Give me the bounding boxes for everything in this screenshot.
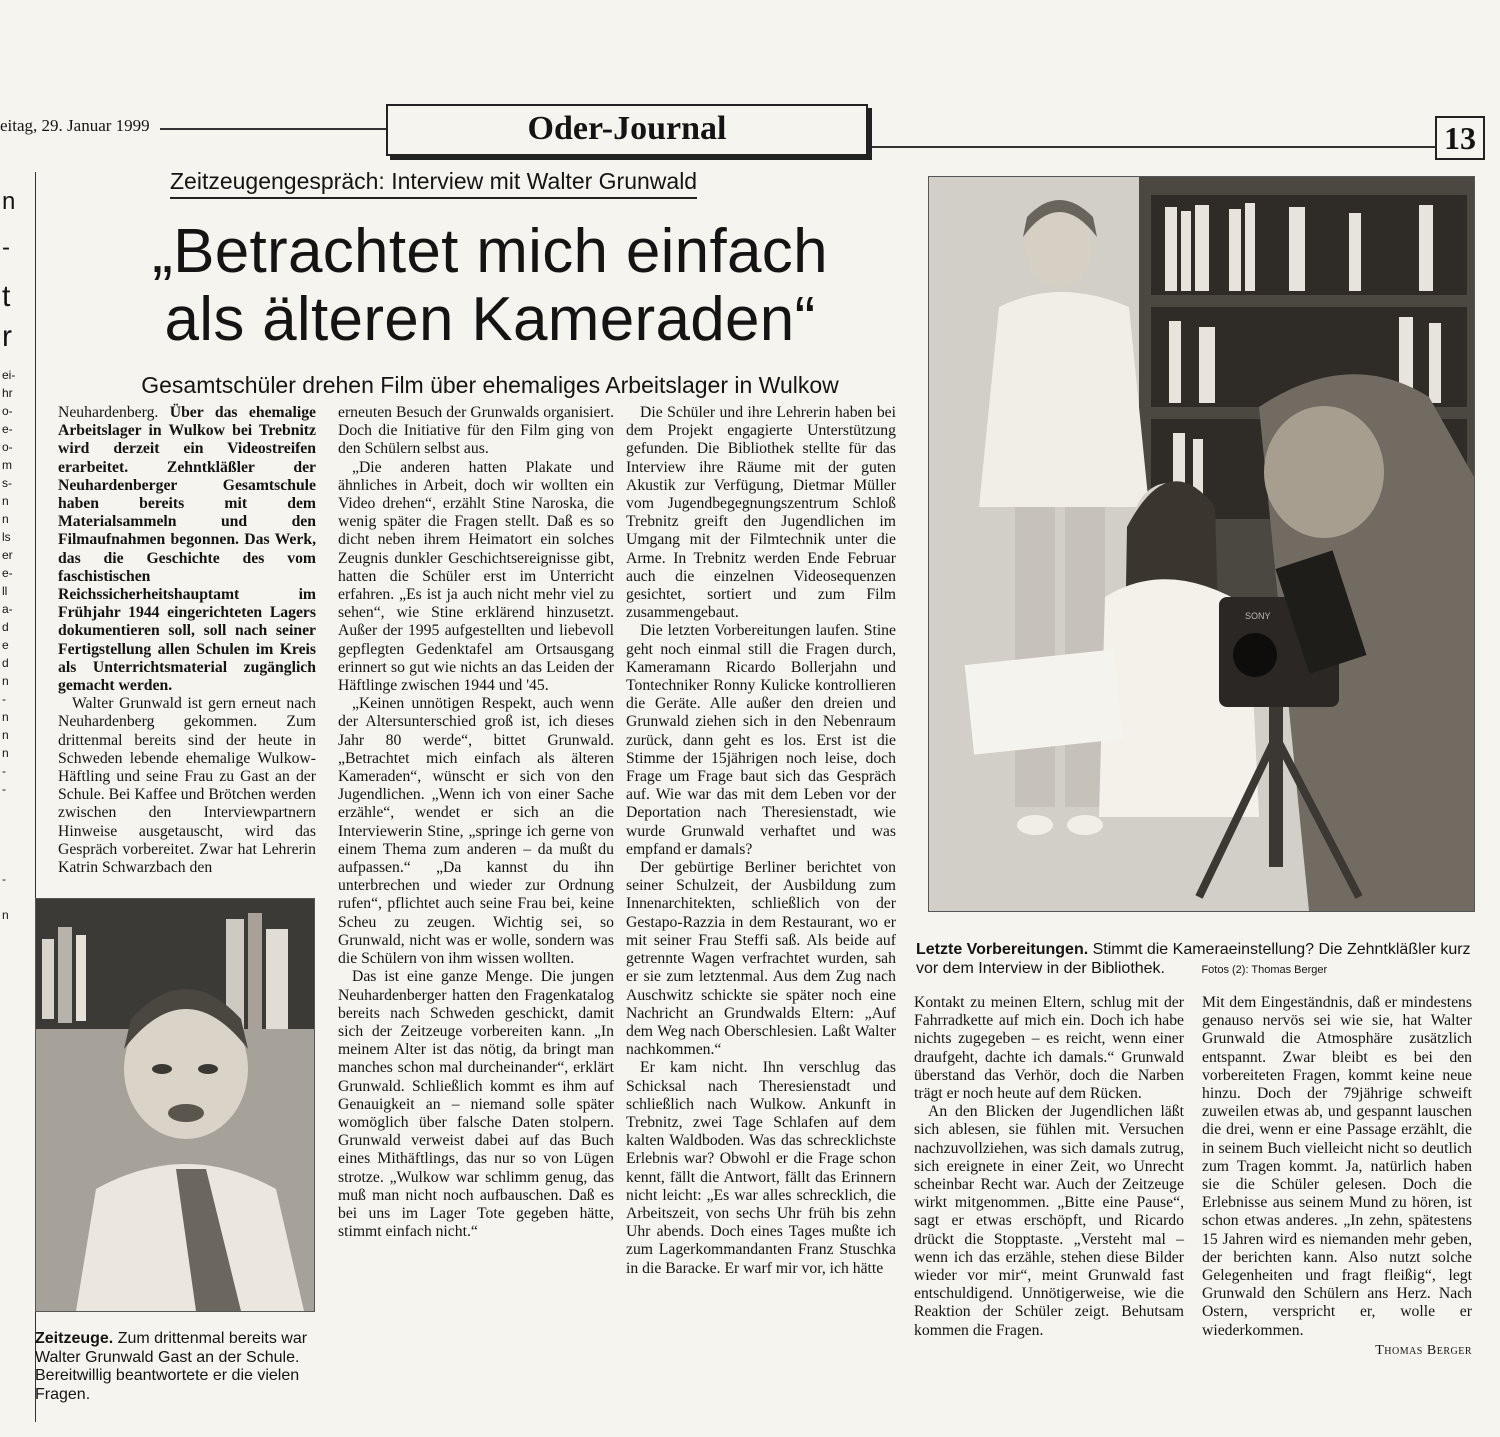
fragment: a- [2,602,13,616]
fragment: e [2,638,9,652]
photo-credit: Fotos (2): Thomas Berger [1201,963,1328,976]
fragment: t [2,280,11,313]
main-photo [928,176,1475,912]
fragment: n [2,908,9,922]
dateline: Neuhardenberg. [58,404,159,421]
portrait-illustration [36,899,314,1311]
page-number: 13 [1435,116,1485,160]
fragment: - [2,872,6,886]
library-scene-illustration [929,177,1474,911]
lead-paragraph [58,404,316,695]
fragment: n [2,746,9,760]
fragment: ll [2,584,8,598]
fragment: e- [2,566,13,580]
article-column-5 [1202,994,1472,1360]
body-paragraph: Das ist eine ganze Menge. Die jungen Neuhardenberger hatten den Fragenkatalog bereits nach Schweden geschickt, damit sich der Zeitzeuge vorbereiten kann. „In meinem Alter ist das nötig, da bringt man manches schon mal durcheinander“, erklärt Grunwald. Schließlich kommt es ihm auf Genauigkeit an – niemand solle später womöglich über falsche Daten stolpern. Grunwald verweist dabei auf das Buch eines Mithäftlings, das nur so von Lügen strotze. „Wulkow war schlimm genug, das muß man nicht noch aufbauschen. Daß es bei uns im Lager Tote gegeben hätte, stimmt einfach nicht.“ [338,968,614,1241]
body-paragraph: Mit dem Eingeständnis, daß er mindestens genauso nervös sei wie sie, hat Walter Grunwald die Atmosphäre zusätzlich entspannt. Zwar bleibt es bei den vorbereiteten Fragen, kommt keine neue hinzu. Doch der 79jährige schweift zuweilen etwas ab, und gespannt lauschen die drei, wenn er eine Passage erzählt, die in seinem Buch vielleicht nicht so deutlich zum Tragen kommt. Ja, natürlich haben sie die Schüler gelesen. Doch die Erlebnisse aus seinem Mund zu hören, ist schon etwas anderes. „In zehn, spätestens 15 Jahren wird es niemanden mehr geben, der berichten kann. Also nutzt solche Gelegenheiten und fragt fleißig“, legt Grunwald den Schülern ans Herz. Nach Ostern, verspricht er, wolle er wiederkommen. [1202,994,1472,1339]
issue-date: eitag, 29. Januar 1999 [0,116,150,135]
body-paragraph: Er kam nicht. Ihn verschlug das Schicksal nach Theresienstadt und schließlich nach Wulkow. Ankunft in Trebnitz, zwei Tage Schlafen auf dem kalten Waldboden. Was das schrecklichste Erlebnis war? Obwohl er die Frage schon kennt, fällt die Antwort, fällt das Erinnern nicht leicht: „Es war alles schrecklich, die Arbeitszeit, von sechs Uhr früh bis zehn Uhr abends. Doch eines Tages mußte ich zum Lagerkommandanten Franz Stuschka in die Baracke. Er warf mir vor, ich hätte [626,1059,896,1277]
headline-line-1: „Betrachtet mich einfach [152,217,828,286]
fragment: - [2,234,10,261]
body-paragraph: Die letzten Vorbereitungen laufen. Stine geht noch einmal still die Fragen durch, Kameramann Ricardo Bollerjahn und Tontechniker Ronny Kulicke kontrollieren die Geräte. Alle außer den dreien und Grunwald ziehen sich in den Nebenraum zurück, dann geht es los. Erst ist die Stimme der 15jährigen noch leise, doch Frage um Frage baut sich das Gespräch auf. Wie war das mit dem Leben vor der Deportation nach Theresienstadt, wie wurde Grunwald verhaftet und was empfand er damals? [626,622,896,858]
header-rule-right [868,146,1435,148]
fragment: n [2,674,9,688]
body-paragraph: Der gebürtige Berliner berichtet von seiner Schulzeit, der Ausbildung zum Innenarchitekten, schließlich von der Gestapo-Razzia in dem Restaurant, wo er mit seiner Frau Steffi saß. Als beide auf getrennte Wagen verfrachtet wurden, sah er sie zum letztenmal. Aus dem Zug nach Auschwitz schickte sie später noch eine Nachricht an Grundwalds Eltern: „Auf dem Weg nach Oberschlesien. Laßt Walter nachkommen.“ [626,859,896,1059]
fragment: ei- [2,368,16,382]
article-subheadline: Gesamtschüler drehen Film über ehemaliges Arbeitslager in Wulkow [141,372,839,398]
previous-article-strip [0,172,36,1422]
body-paragraph: Die Schüler und ihre Lehrerin haben bei dem Projekt engagierte Unterstützung gefunden. Die Bibliothek stellte für das Interview ihre Räume mit der guten Akustik zur Verfügung, Dietmar Müller vom Jugendbegegnungszentrum Schloß Trebnitz greift den Jugendlichen im Umgang mit der Filmtechnik unter die Arme. In Trebnitz werden Ende Februar auch die einzelnen Videosequenzen gesichtet, sortiert und zum Film zusammengebaut. [626,404,896,622]
article-column-4 [914,994,1184,1340]
fragment: n [2,494,9,508]
body-paragraph: Kontakt zu meinen Eltern, schlug mit der Fahrradkette auf mich ein. Doch ich habe nichts zugegeben – es reicht, wenn einer draufgeht, dachte ich damals.“ Grunwald überstand das Verhör, doch die Narben trägt er noch heute auf dem Rücken. [914,994,1184,1103]
fragment: r [2,320,12,353]
article-column-1 [58,404,316,877]
article-author: Thomas Berger [1375,1342,1472,1358]
fragment: s- [2,476,12,490]
portrait-caption [35,1330,313,1404]
fragment: - [2,692,6,706]
body-paragraph: „Keinen unnötigen Respekt, auch wenn der Altersunterschied groß ist, ich dieses Jahr 80 werde“, bittet Grunwald. „Betrachtet mich einfach als älteren Kameraden“, wünscht er sich von den Jugendlichen. „Wenn ich von einer Sache erzähle“, wendet er sich an die Interviewerin Stine, „springe ich gerne von einem Thema zum anderen – da mußt du aufpassen.“ „Da kannst du ihn unterbrechen und wieder zur Ordnung rufen“, pflichtet auch seine Frau bei, keine Scheu zu zeugen. Wichtig sei, so Grunwald, nicht was er wolle, sondern was die Schülern von ihm wissen wollten. [338,695,614,968]
fragment: n [2,188,16,215]
body-paragraph: An den Blicken der Jugendlichen läßt sich ablesen, sie fühlen mit. Versuchen nachzuvollziehen, was sich damals zutrug, sich ereignete in einer Zeit, wo Unrecht scheinbar Recht war. Auch der Zeitzeuge wirkt mitgenommen. „Bitte eine Pause“, sagt er etwas erschöpft, und Ricardo drückt die Stopptaste. „Versteht mal – wenn ich das erzähle, stehen diese Bilder wieder vor mir“, meint Grunwald fast entschuldigend. Unnötigerweise, wie die Reaktion der Schüler zeigt. Behutsam kommen die Fragen. [914,1103,1184,1339]
fragment: d [2,620,9,634]
main-caption-text: Stimmt die Kameraeinstellung? Die Zehntkläßler kurz vor dem Interview in der Bibliothek. [916,941,1471,977]
article-kicker: Zeitzeugengespräch: Interview mit Walter Grunwald [170,168,697,199]
article-headline [60,218,920,354]
body-paragraph: erneuten Besuch der Grunwalds organisiert. Doch die Initiative für den Film ging von den Schülern selbst aus. [338,404,614,458]
main-photo-caption [916,941,1478,979]
fragment: e- [2,422,13,436]
fragment: ls [2,530,11,544]
article-column-2 [338,404,614,1241]
fragment: m [2,458,12,472]
fragment: d [2,656,9,670]
fragment: o- [2,404,13,418]
camera-brand: SONY [1245,611,1271,621]
body-paragraph: „Die anderen hatten Plakate und ähnliches in Arbeit, doch wir wollten ein Video drehen“, erzählt Stine Naroska, die wenig später die Fragen stellt. Daß es so dicht neben ihrem Heimatort ein solches Zeugnis dunkler Geschichtsereignisse gibt, hatten die Schüler erst im Unterricht erfahren. „Es ist ja auch nicht mehr viel zu sehen“, wie Stine erklärend hinzusetzt. Außer der 1995 aufgestellten und liebevoll gepflegten Gedenktafel am Ortsausgang erinnert so gut wie nichts an das Leiden der Häftlinge zwischen 1944 und '45. [338,458,614,695]
fragment: n [2,728,9,742]
fragment: n [2,710,9,724]
portrait-caption-title: Zeitzeuge. [35,1330,114,1347]
fragment: n [2,512,9,526]
header-rule-left [160,128,386,130]
section-title: Oder-Journal [386,104,868,156]
portrait-caption-text: Zum drittenmal bereits war Walter Grunwald Gast an der Schule. Bereitwillig beantwortete er die vielen Fragen. [35,1330,308,1403]
fragment: er [2,548,13,562]
fragment: hr [2,386,13,400]
lead-text: Über das ehemalige Arbeitslager in Wulkow bei Trebnitz wird derzeit ein Videostreifen erarbeitet. Zehntkläßler der Neuhardenberger Gesamtschule haben bereits mit dem Materialsammeln und den Filmaufnahmen begonnen. Das Werk, das die Geschichte des vom faschistischen Reichssicherheitshauptamt im Frühjahr 1944 eingerichteten Lagers dokumentieren soll, soll nach seiner Fertigstellung allen Schulen im Kreis als Unterrichtsmaterial zugänglich gemacht werden. [58,404,316,695]
main-caption-title: Letzte Vorbereitungen. [916,941,1089,958]
article-column-3 [626,404,896,1278]
fragment: - [2,764,6,778]
body-paragraph: Walter Grunwald ist gern erneut nach Neuhardenberg gekommen. Zum drittenmal bereits sind der heute in Schweden lebende ehemalige Wulkow-Häftling und seine Frau zu Gast an der Schule. Bei Kaffee und Brötchen werden zwischen den Interviewpartnern Hinweise ausgetauscht, wird das Gespräch vorbereitet. Zwar hat Lehrerin Katrin Schwarzbach den [58,695,316,877]
fragment: - [2,782,6,796]
portrait-photo [35,898,315,1312]
headline-line-2: als älteren Kameraden“ [164,285,816,354]
fragment: o- [2,440,13,454]
